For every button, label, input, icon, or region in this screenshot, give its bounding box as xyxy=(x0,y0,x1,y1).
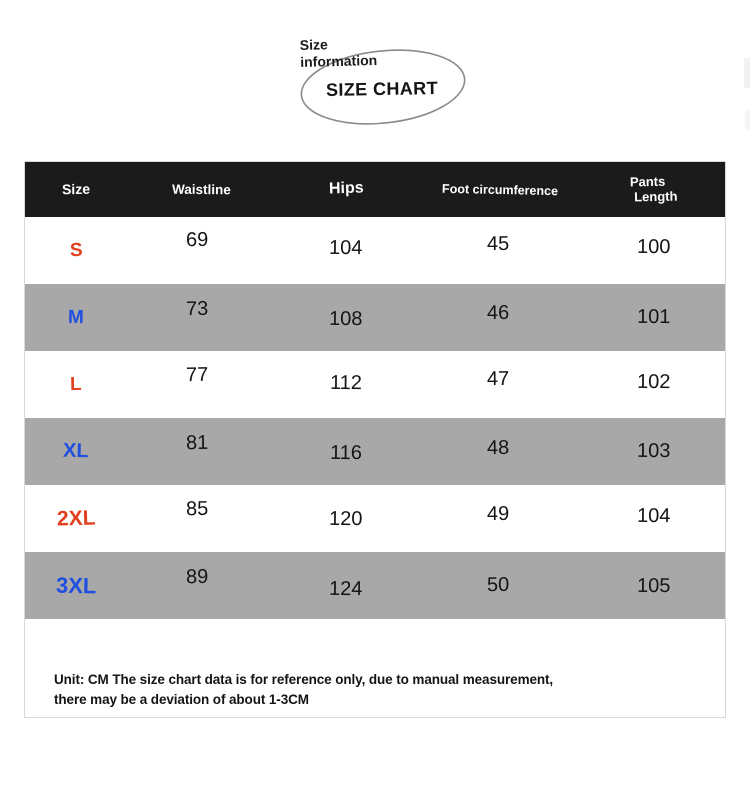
length-value: 103 xyxy=(637,439,671,463)
scan-edge-artifact-top xyxy=(744,58,750,88)
measurement-note-line1: Unit: CM The size chart data is for reference only, due to manual measurement, xyxy=(54,672,554,687)
chart-header xyxy=(0,0,750,140)
table-row xyxy=(24,217,726,284)
cell-hips xyxy=(274,217,418,284)
table-header xyxy=(24,161,726,217)
cell-hips xyxy=(274,418,418,485)
cell-hips xyxy=(274,552,418,619)
pants-length-line1: Pants xyxy=(630,173,666,190)
foot-value: 47 xyxy=(486,367,510,391)
size-label: 2XL xyxy=(56,506,96,531)
cell-foot xyxy=(418,351,582,418)
size-label: S xyxy=(69,239,83,261)
hips-value: 124 xyxy=(329,577,363,601)
waistline-value: 73 xyxy=(185,297,209,321)
measurement-note xyxy=(24,656,726,718)
waistline-value: 81 xyxy=(185,431,209,455)
cell-length xyxy=(582,217,726,284)
page-title: SIZE CHART xyxy=(325,78,439,100)
table-row xyxy=(24,552,726,619)
size-information-line1: Size xyxy=(299,36,328,54)
cell-length xyxy=(582,485,726,552)
size-label: L xyxy=(69,373,82,395)
hips-value: 104 xyxy=(329,236,363,260)
size-label: M xyxy=(67,306,85,328)
cell-foot xyxy=(418,485,582,552)
size-chart-table xyxy=(24,161,726,619)
cell-length xyxy=(582,284,726,351)
column-header-foot-circumference-label: Foot circumference xyxy=(441,181,559,198)
cell-foot xyxy=(418,418,582,485)
hips-value: 120 xyxy=(329,507,363,531)
cell-length xyxy=(582,351,726,418)
column-header-hips xyxy=(274,161,418,217)
cell-size xyxy=(24,351,128,418)
table-row xyxy=(24,351,726,418)
column-header-size xyxy=(24,161,128,217)
size-label: 3XL xyxy=(55,572,97,598)
cell-length xyxy=(582,552,726,619)
title-block xyxy=(300,36,490,100)
cell-foot xyxy=(418,284,582,351)
cell-size xyxy=(24,552,128,619)
cell-waistline xyxy=(128,552,274,619)
column-header-waistline xyxy=(128,161,274,217)
column-header-pants-length-label xyxy=(630,174,678,205)
table-row xyxy=(24,284,726,351)
length-value: 101 xyxy=(637,305,671,329)
cell-waistline xyxy=(128,485,274,552)
cell-waistline xyxy=(128,217,274,284)
foot-value: 46 xyxy=(486,301,510,325)
column-header-waistline-label: Waistline xyxy=(171,181,231,197)
table-body xyxy=(24,217,726,619)
cell-foot xyxy=(418,217,582,284)
cell-length xyxy=(582,418,726,485)
length-value: 102 xyxy=(637,370,671,394)
cell-hips xyxy=(274,485,418,552)
measurement-note-line2: there may be a deviation of about 1-3CM xyxy=(54,692,309,707)
length-value: 100 xyxy=(637,235,671,259)
scan-edge-artifact-bottom xyxy=(745,110,750,130)
column-header-hips-label: Hips xyxy=(328,179,364,198)
size-label: XL xyxy=(62,439,90,463)
waistline-value: 85 xyxy=(185,497,209,521)
cell-size xyxy=(24,284,128,351)
cell-size xyxy=(24,485,128,552)
size-chart-table-wrapper xyxy=(24,161,726,619)
foot-value: 48 xyxy=(486,436,510,460)
size-information-line2: information xyxy=(300,51,378,71)
cell-waistline xyxy=(128,351,274,418)
length-value: 105 xyxy=(637,574,671,598)
pants-length-line2: Length xyxy=(634,188,678,205)
table-header-row xyxy=(24,161,726,217)
cell-foot xyxy=(418,552,582,619)
waistline-value: 77 xyxy=(185,363,209,387)
column-header-size-label: Size xyxy=(61,180,91,198)
cell-hips xyxy=(274,351,418,418)
table-row xyxy=(24,485,726,552)
waistline-value: 69 xyxy=(185,228,209,252)
hips-value: 112 xyxy=(329,371,363,395)
waistline-value: 89 xyxy=(185,565,209,589)
table-row xyxy=(24,418,726,485)
column-header-pants-length xyxy=(582,161,726,217)
foot-value: 50 xyxy=(486,573,510,597)
cell-size xyxy=(24,418,128,485)
hips-value: 108 xyxy=(329,307,363,331)
hips-value: 116 xyxy=(329,441,363,465)
size-information-label xyxy=(300,35,378,71)
cell-waistline xyxy=(128,418,274,485)
length-value: 104 xyxy=(637,504,671,528)
foot-value: 49 xyxy=(486,502,510,526)
cell-hips xyxy=(274,284,418,351)
foot-value: 45 xyxy=(486,232,510,256)
column-header-foot-circumference xyxy=(418,161,582,217)
cell-waistline xyxy=(128,284,274,351)
cell-size xyxy=(24,217,128,284)
